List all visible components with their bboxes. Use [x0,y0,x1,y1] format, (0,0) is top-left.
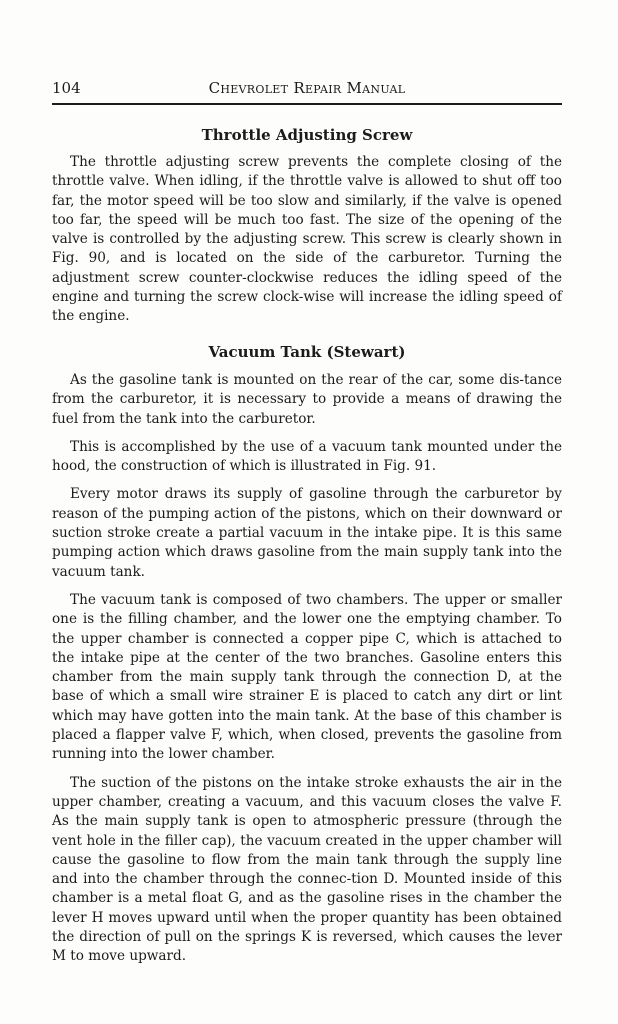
page-number: 104 [52,79,81,97]
section-heading: Throttle Adjusting Screw [201,126,413,144]
running-title: Chevrolet Repair Manual [208,79,406,97]
paragraph: The suction of the pistons on the intake stroke exhausts the air in the upper chamber, creating a vacuum, and this vacuum closes the valve F. As the main supply tank is open to atmospheric pressure (through the vent hole in the filler cap), the vacuum created in the upper chamber will cause the gasoline to flow from the main tank through the supply line and into the chamber through the connec-tion D. Mounted inside of this chamber is a metal float G, and as the gasoline rises in the chamber the lever H moves upward until when the proper quantity has been obtained the direction of pull on the springs K is reversed, which causes the lever M to move upward. [52,774,562,965]
running-head [52,76,562,100]
paragraph: The throttle adjusting screw prevents the complete closing of the throttle valve. When idling, if the throttle valve is allowed to shut off too far, the motor speed will be too slow and similarly, if the valve is opened too far, the speed will be much too fast. The size of the opening of the valve is controlled by the adjusting screw. This screw is clearly shown in Fig. 90, and is located on the side of the carburetor. Turning the adjustment screw counter-clockwise reduces the idling speed of the engine and turning the screw clock-wise will increase the idling speed of the engine. [52,154,562,325]
section-vacuum-tank [52,342,562,967]
paragraph: Every motor draws its supply of gasoline through the carburetor by reason of the pumping action of the pistons, which on their downward or suction stroke create a partial vacuum in the intake pipe. It is this same pumping action which draws gasoline from the main supply tank into the vacuum tank. [52,486,562,580]
paragraph: This is accomplished by the use of a vacuum tank mounted under the hood, the construction of which is illustrated in Fig. 91. [52,438,562,475]
header-rule [52,103,562,105]
paragraph: The vacuum tank is composed of two chambers. The upper or smaller one is the filling chamber, and the lower one the emptying chamber. To the upper chamber is connected a copper pipe C, which is attached to the intake pipe at the center of the two branches. Gasoline enters this chamber from the main supply tank through the connection D, at the base of which a small wire strainer E is placed to catch any dirt or lint which may have gotten into the main tank. At the base of this chamber is placed a flapper valve F, which, when closed, prevents the gasoline from running into the lower chamber. [52,591,562,763]
section-heading: Vacuum Tank (Stewart) [208,343,406,361]
manual-page [52,0,562,1024]
paragraph: As the gasoline tank is mounted on the rear of the car, some dis-tance from the carburetor, it is necessary to provide a means of drawing the fuel from the tank into the carburetor. [52,372,562,427]
section-throttle-adjusting-screw [52,125,562,327]
